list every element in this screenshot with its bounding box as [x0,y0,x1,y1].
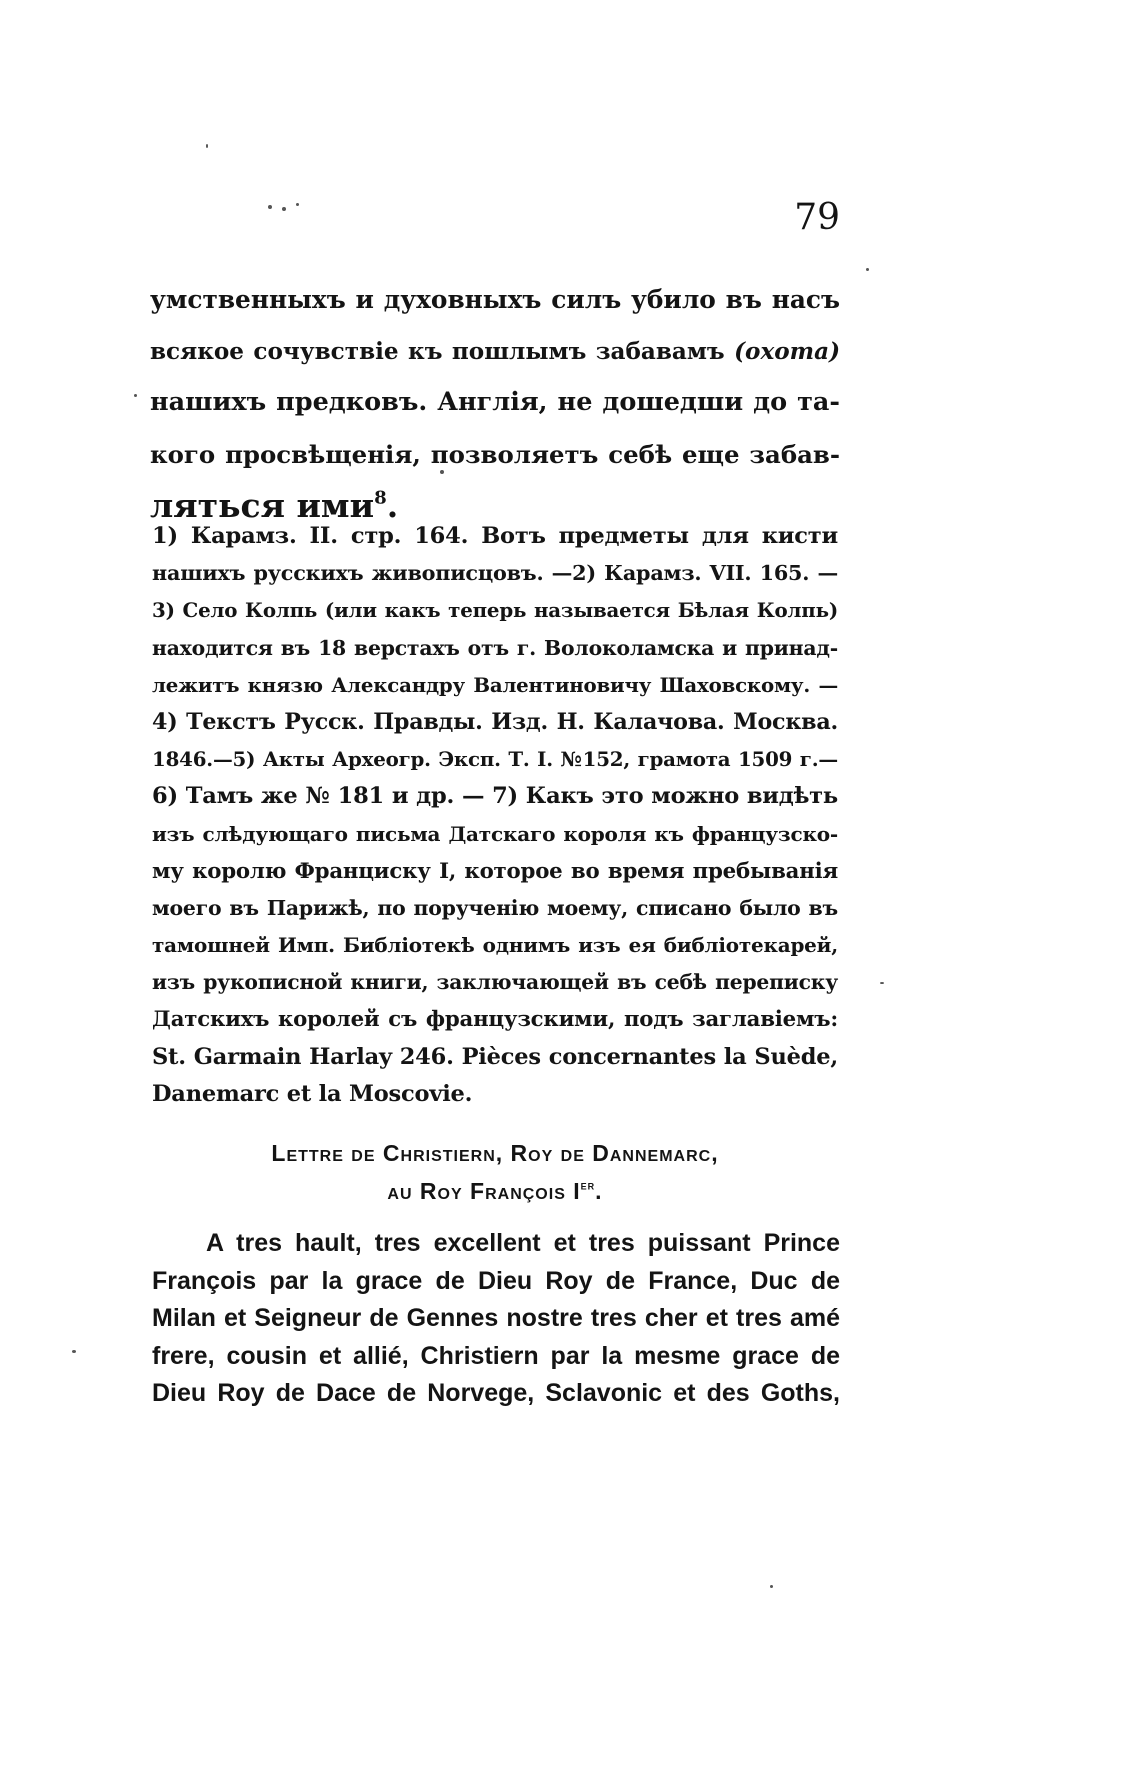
footnote-line: му королю Франциску I, которое во время пребыванія [152,858,838,884]
letter-title [150,1134,840,1210]
footnote-line: 1) Карамз. II. стр. 164. Вотъ предметы для кисти [152,523,838,549]
letter-line: A tres hault, tres excellent et tres puissant Prince [206,1229,840,1257]
main-text [150,274,840,532]
footnote-line: Датскихъ королей съ французскими, подъ заглавіемъ: [152,1007,838,1033]
letter-title-sup: er [580,1178,596,1193]
letter-title-text: au Roy François I [387,1178,581,1204]
italic-word: (охота) [734,337,841,365]
scan-speck [770,1585,773,1588]
scan-speck [866,268,869,271]
footnote-line: 6) Тамъ же № 181 и др. — 7) Какъ это можно видѣть [152,783,838,810]
text-line: кого просвѣщенія, позволяетъ себѣ еще забав- [150,439,840,469]
footnote-line: лежитъ князю Александру Валентиновичу Шаховскому. — [152,672,838,697]
scan-speck [282,207,286,211]
letter-title-line: Lettre de Christiern, Roy de Dannemarc, [271,1140,719,1166]
letter-line: frere, cousin et allié, Christiern par la mesme grace de [152,1341,840,1370]
footnote-line: 3) Село Колпь (или какъ теперь называется Бѣлая Колпь) [152,598,838,623]
page-number: 79 [794,197,840,238]
scan-speck [206,144,208,148]
letter-line: François par la grace de Dieu Roy de France, Duc de [152,1266,840,1295]
footnote-line: находится въ 18 верстахъ отъ г. Волоколамска и принад- [152,635,838,660]
letter-line: Milan et Seigneur de Gennes nostre tres cher et tres amé [152,1304,840,1332]
footnote-line: Danemarc et la Moscovie. [152,1080,473,1107]
text-line-body: всякое сочувствіе къ пошлымъ забавамъ [150,337,725,365]
footnotes [152,518,838,1113]
footnote-line: 1846.—5) Акты Археогр. Эксп. Т. I. №152, грамота 1509 г.— [152,747,838,772]
scan-speck [268,205,272,209]
footnote-line: моего въ Парижѣ, по порученію моему, списано было въ [152,895,838,920]
footnote-mark: 8 [374,487,387,509]
footnote-line: нашихъ русскихъ живописцовъ. —2) Карамз. VII. 165. — [152,561,838,586]
text-line: нашихъ предковъ. Англія, не дошедши до та- [150,387,840,417]
footnote-line: 4) Текстъ Русск. Правды. Изд. Н. Калачова. Москва. [152,708,838,735]
footnote-line: тамошней Имп. Библіотекѣ однимъ изъ ея библіотекарей, [152,933,838,958]
scan-speck [72,1350,76,1353]
footnote-line: изъ рукописной книги, заключающей въ себѣ переписку [152,970,838,995]
letter-title-end: . [595,1178,603,1204]
letter-line: Dieu Roy de Dace de Norvege, Sclavonic et des Goths, [152,1379,840,1407]
letter-body [152,1225,840,1413]
end-punct: . [386,486,399,525]
footnote-line: St. Garmain Harlay 246. Pièces concernantes la Suède, [152,1043,838,1070]
text-line: умственныхъ и духовныхъ силъ убило въ насъ [150,285,840,314]
text-line-body: ляться ими [150,486,375,525]
scan-speck [134,394,137,397]
scan-speck [296,203,299,206]
letter-title-line [150,1172,840,1210]
footnote-line: изъ слѣдующаго письма Датскаго короля къ французско- [152,821,838,846]
text-line [150,326,840,378]
scan-speck [880,982,884,984]
